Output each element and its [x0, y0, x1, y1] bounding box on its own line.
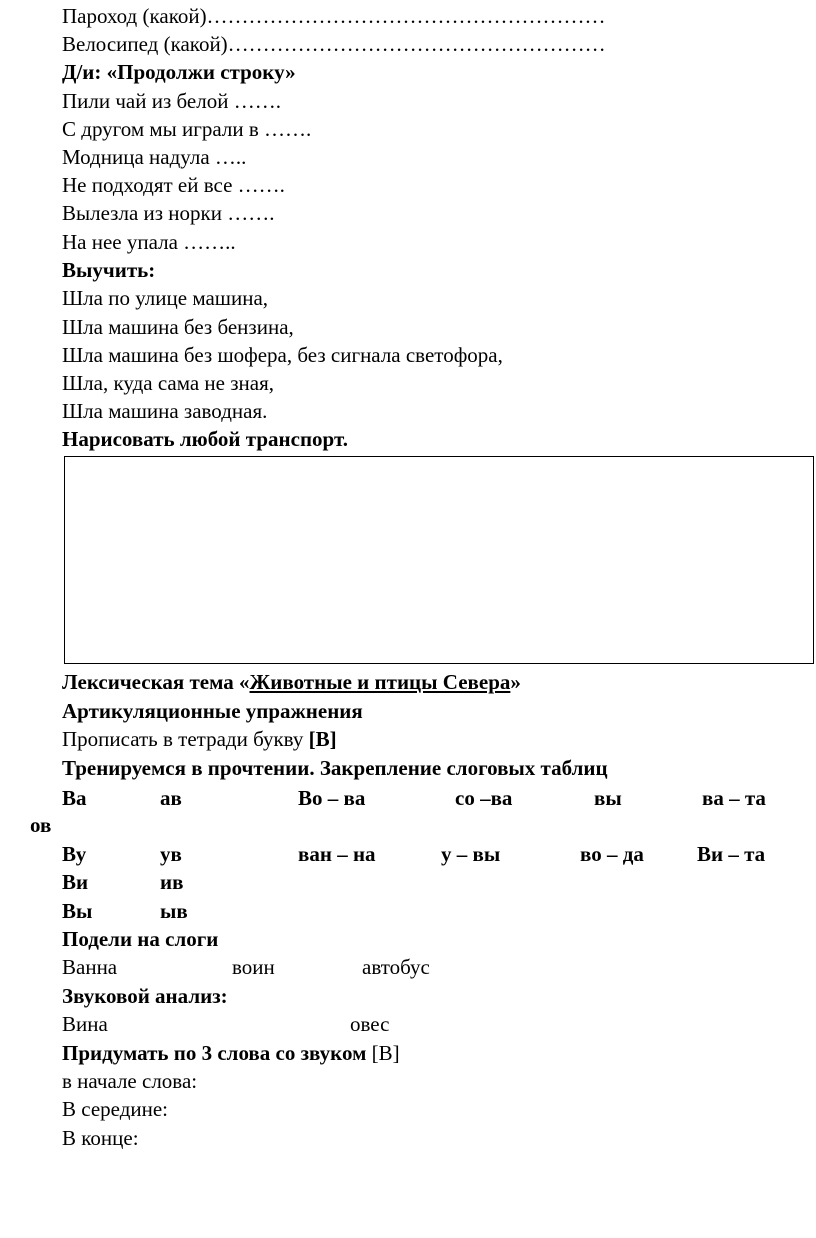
invent-title: Придумать по 3 слова со звуком: [62, 1041, 367, 1065]
syllable: у – вы: [441, 842, 501, 866]
topic-name: Животные и птицы Севера: [249, 670, 511, 694]
divide-word: автобус: [362, 955, 430, 979]
syllable: Во – ва: [298, 786, 366, 810]
draw-title: Нарисовать любой транспорт.: [62, 427, 348, 451]
game-line-3: Модница надула …..: [62, 145, 247, 169]
sound-word: овес: [350, 1012, 390, 1036]
divide-word: воин: [232, 955, 275, 979]
syllable: ив: [160, 870, 184, 894]
articulation-title: Артикуляционные упражнения: [62, 699, 363, 723]
syllable: Вы: [62, 899, 93, 923]
game-line-2: С другом мы играли в …….: [62, 117, 312, 141]
game-title: Д/и: «Продолжи строку»: [62, 60, 296, 84]
syllable: со –ва: [455, 786, 513, 810]
sound-title: Звуковой анализ:: [62, 984, 228, 1008]
poem-line-1: Шла по улице машина,: [62, 286, 269, 310]
divide-title: Подели на слоги: [62, 927, 219, 951]
poem-line-4: Шла, куда сама не зная,: [62, 371, 275, 395]
write-text: Прописать в тетради букву: [62, 727, 309, 751]
game-line-6: На нее упала ……..: [62, 230, 236, 254]
line-bicycle: Велосипед (какой)………………………………………………: [62, 32, 606, 56]
write-line: [62, 725, 337, 753]
syllable: Ва: [62, 786, 87, 810]
poem-line-3: Шла машина без шофера, без сигнала светофора,: [62, 343, 503, 367]
poem-line-2: Шла машина без бензина,: [62, 315, 294, 339]
topic-suffix: »: [510, 670, 521, 694]
game-line-5: Вылезла из норки …….: [62, 201, 275, 225]
syllable: ва – та: [702, 786, 766, 810]
syllable: ав: [160, 786, 182, 810]
drawing-box[interactable]: [64, 456, 814, 664]
topic-prefix: Лексическая тема «: [62, 670, 250, 694]
syllable-wrap: ов: [30, 813, 52, 837]
divide-word: Ванна: [62, 955, 118, 979]
invent-line: [62, 1039, 400, 1067]
invent-end: В конце:: [62, 1126, 139, 1150]
game-line-4: Не подходят ей все …….: [62, 173, 285, 197]
syllable: ыв: [160, 899, 188, 923]
syllable: вы: [594, 786, 622, 810]
invent-start: в начале слова:: [62, 1069, 198, 1093]
invent-middle: В середине:: [62, 1097, 169, 1121]
game-line-1: Пили чай из белой …….: [62, 89, 281, 113]
poem-line-5: Шла машина заводная.: [62, 399, 268, 423]
sound-word: Вина: [62, 1012, 108, 1036]
invent-sound: [В]: [366, 1041, 400, 1065]
learn-title: Выучить:: [62, 258, 156, 282]
topic-line: [62, 668, 521, 696]
syllable: ван – на: [298, 842, 376, 866]
write-letter: [В]: [308, 727, 337, 751]
syllable: Ви: [62, 870, 89, 894]
line-steamship: Пароход (какой)…………………………………………………: [62, 4, 606, 28]
syllable: Ви – та: [697, 842, 766, 866]
syllable: Ву: [62, 842, 87, 866]
syllable: ув: [160, 842, 182, 866]
training-title: Тренируемся в прочтении. Закрепление слоговых таблиц: [62, 756, 608, 780]
syllable: во – да: [580, 842, 644, 866]
